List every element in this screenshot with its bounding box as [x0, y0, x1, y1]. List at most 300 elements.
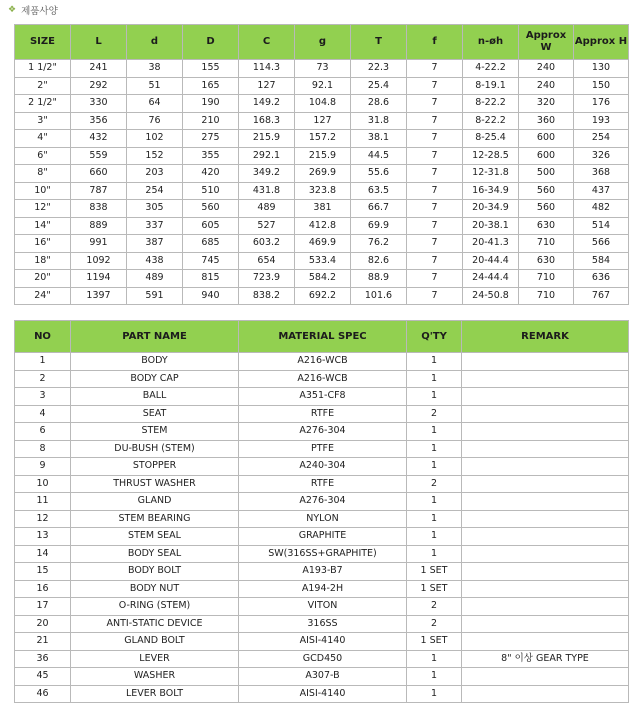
- parts-cell: WASHER: [71, 668, 239, 686]
- parts-cell: [462, 528, 629, 546]
- parts-cell: 1 SET: [407, 580, 462, 598]
- spec-cell: 130: [574, 60, 629, 78]
- spec-cell: 1397: [71, 287, 127, 305]
- spec-cell: 710: [519, 287, 574, 305]
- parts-row: [15, 353, 629, 371]
- spec-cell: 104.8: [295, 95, 351, 113]
- spec-cell: 381: [295, 200, 351, 218]
- spec-cell: 12-31.8: [463, 165, 519, 183]
- spec-cell: 533.4: [295, 252, 351, 270]
- parts-cell: 2: [407, 405, 462, 423]
- parts-cell: 1: [407, 388, 462, 406]
- spec-cell: 176: [574, 95, 629, 113]
- parts-cell: [462, 493, 629, 511]
- spec-cell: 38: [127, 60, 183, 78]
- spec-cell: 1194: [71, 270, 127, 288]
- parts-row: [15, 475, 629, 493]
- spec-header-cell: Approx W: [519, 25, 574, 60]
- parts-cell: 1: [407, 458, 462, 476]
- spec-cell: 203: [127, 165, 183, 183]
- spec-row: [15, 60, 629, 78]
- parts-row: [15, 493, 629, 511]
- spec-cell: 63.5: [351, 182, 407, 200]
- spec-cell: 605: [183, 217, 239, 235]
- parts-cell: 1: [407, 545, 462, 563]
- parts-cell: STEM BEARING: [71, 510, 239, 528]
- spec-cell: 76: [127, 112, 183, 130]
- spec-cell: 838.2: [239, 287, 295, 305]
- spec-cell: 20-38.1: [463, 217, 519, 235]
- parts-cell: A216-WCB: [239, 370, 407, 388]
- spec-cell: 38.1: [351, 130, 407, 148]
- parts-cell: GCD450: [239, 650, 407, 668]
- parts-cell: BODY BOLT: [71, 563, 239, 581]
- spec-cell: 7: [407, 60, 463, 78]
- spec-cell: 8-25.4: [463, 130, 519, 148]
- parts-cell: 16: [15, 580, 71, 598]
- spec-row: [15, 270, 629, 288]
- spec-cell: 55.6: [351, 165, 407, 183]
- parts-cell: 1: [407, 370, 462, 388]
- spec-cell: 69.9: [351, 217, 407, 235]
- spec-cell: 24-44.4: [463, 270, 519, 288]
- parts-cell: NYLON: [239, 510, 407, 528]
- parts-header-cell: REMARK: [462, 321, 629, 353]
- parts-row: [15, 580, 629, 598]
- spec-cell: 165: [183, 77, 239, 95]
- spec-cell: 8-22.2: [463, 112, 519, 130]
- spec-row: [15, 130, 629, 148]
- parts-cell: [462, 615, 629, 633]
- parts-cell: 1 SET: [407, 563, 462, 581]
- spec-cell: 510: [183, 182, 239, 200]
- parts-cell: 1: [407, 650, 462, 668]
- spec-cell: 6": [15, 147, 71, 165]
- parts-cell: 1: [407, 423, 462, 441]
- parts-cell: [462, 563, 629, 581]
- spec-cell: 7: [407, 112, 463, 130]
- spec-cell: 241: [71, 60, 127, 78]
- parts-cell: [462, 353, 629, 371]
- spec-cell: 76.2: [351, 235, 407, 253]
- spec-cell: 4": [15, 130, 71, 148]
- spec-cell: 101.6: [351, 287, 407, 305]
- spec-cell: 31.8: [351, 112, 407, 130]
- spec-cell: 8-22.2: [463, 95, 519, 113]
- spec-cell: 723.9: [239, 270, 295, 288]
- spec-cell: 20-44.4: [463, 252, 519, 270]
- spec-cell: 337: [127, 217, 183, 235]
- spec-cell: 16": [15, 235, 71, 253]
- parts-cell: 8" 이상 GEAR TYPE: [462, 650, 629, 668]
- spec-cell: 368: [574, 165, 629, 183]
- spec-cell: 254: [127, 182, 183, 200]
- parts-cell: LEVER BOLT: [71, 685, 239, 703]
- spec-header-row: [15, 25, 629, 60]
- spec-cell: 412.8: [295, 217, 351, 235]
- parts-cell: [462, 685, 629, 703]
- parts-cell: A240-304: [239, 458, 407, 476]
- spec-row: [15, 112, 629, 130]
- parts-cell: A276-304: [239, 493, 407, 511]
- parts-cell: RTFE: [239, 405, 407, 423]
- parts-row: [15, 370, 629, 388]
- parts-cell: STEM SEAL: [71, 528, 239, 546]
- parts-cell: BODY NUT: [71, 580, 239, 598]
- parts-cell: [462, 510, 629, 528]
- spec-cell: 7: [407, 235, 463, 253]
- spec-cell: 438: [127, 252, 183, 270]
- spec-cell: 127: [239, 77, 295, 95]
- parts-cell: [462, 440, 629, 458]
- parts-cell: BODY: [71, 353, 239, 371]
- parts-cell: 316SS: [239, 615, 407, 633]
- spec-cell: 355: [183, 147, 239, 165]
- spec-cell: 584: [574, 252, 629, 270]
- parts-cell: [462, 458, 629, 476]
- spec-cell: 275: [183, 130, 239, 148]
- spec-cell: 560: [183, 200, 239, 218]
- spec-cell: 24-50.8: [463, 287, 519, 305]
- parts-cell: [462, 475, 629, 493]
- parts-cell: 13: [15, 528, 71, 546]
- spec-cell: 190: [183, 95, 239, 113]
- parts-row: [15, 388, 629, 406]
- parts-cell: A194-2H: [239, 580, 407, 598]
- spec-cell: 349.2: [239, 165, 295, 183]
- spec-cell: 692.2: [295, 287, 351, 305]
- parts-cell: VITON: [239, 598, 407, 616]
- spec-cell: 155: [183, 60, 239, 78]
- parts-cell: [462, 580, 629, 598]
- spec-cell: 482: [574, 200, 629, 218]
- spec-cell: 420: [183, 165, 239, 183]
- spec-cell: 10": [15, 182, 71, 200]
- spec-cell: 940: [183, 287, 239, 305]
- parts-header-cell: MATERIAL SPEC: [239, 321, 407, 353]
- parts-row: [15, 510, 629, 528]
- spec-cell: 710: [519, 270, 574, 288]
- parts-cell: [462, 388, 629, 406]
- spec-cell: 88.9: [351, 270, 407, 288]
- parts-cell: 1: [407, 668, 462, 686]
- parts-cell: 4: [15, 405, 71, 423]
- parts-header-cell: PART NAME: [71, 321, 239, 353]
- parts-table: [14, 320, 629, 703]
- spec-cell: 437: [574, 182, 629, 200]
- spec-row: [15, 200, 629, 218]
- spec-cell: 2 1/2": [15, 95, 71, 113]
- spec-cell: 157.2: [295, 130, 351, 148]
- parts-cell: 20: [15, 615, 71, 633]
- spec-header-cell: D: [183, 25, 239, 60]
- spec-cell: 20-41.3: [463, 235, 519, 253]
- spec-cell: 28.6: [351, 95, 407, 113]
- spec-cell: 685: [183, 235, 239, 253]
- spec-cell: 292.1: [239, 147, 295, 165]
- spec-cell: 127: [295, 112, 351, 130]
- parts-cell: RTFE: [239, 475, 407, 493]
- spec-cell: 92.1: [295, 77, 351, 95]
- parts-cell: SW(316SS+GRAPHITE): [239, 545, 407, 563]
- spec-cell: 600: [519, 130, 574, 148]
- spec-cell: 240: [519, 77, 574, 95]
- spec-cell: 149.2: [239, 95, 295, 113]
- parts-cell: 10: [15, 475, 71, 493]
- parts-row: [15, 633, 629, 651]
- parts-cell: 45: [15, 668, 71, 686]
- parts-cell: [462, 405, 629, 423]
- parts-cell: 2: [15, 370, 71, 388]
- parts-cell: 2: [407, 475, 462, 493]
- parts-cell: AISI-4140: [239, 633, 407, 651]
- spec-cell: 102: [127, 130, 183, 148]
- spec-cell: 1092: [71, 252, 127, 270]
- spec-cell: 387: [127, 235, 183, 253]
- parts-row: [15, 405, 629, 423]
- spec-cell: 431.8: [239, 182, 295, 200]
- parts-header-cell: NO: [15, 321, 71, 353]
- spec-header-cell: C: [239, 25, 295, 60]
- parts-cell: 21: [15, 633, 71, 651]
- parts-cell: DU-BUSH (STEM): [71, 440, 239, 458]
- spec-cell: 51: [127, 77, 183, 95]
- spec-cell: 193: [574, 112, 629, 130]
- spec-cell: 330: [71, 95, 127, 113]
- spec-cell: 7: [407, 147, 463, 165]
- parts-cell: 17: [15, 598, 71, 616]
- spec-row: [15, 235, 629, 253]
- spec-cell: 18": [15, 252, 71, 270]
- spec-cell: 22.3: [351, 60, 407, 78]
- spec-row: [15, 182, 629, 200]
- parts-cell: 12: [15, 510, 71, 528]
- parts-cell: 3: [15, 388, 71, 406]
- parts-cell: [462, 668, 629, 686]
- parts-cell: 9: [15, 458, 71, 476]
- parts-row: [15, 668, 629, 686]
- spec-cell: 838: [71, 200, 127, 218]
- parts-cell: 1: [407, 353, 462, 371]
- parts-cell: GRAPHITE: [239, 528, 407, 546]
- spec-cell: 603.2: [239, 235, 295, 253]
- spec-cell: 7: [407, 95, 463, 113]
- bullet-icon: ❖: [8, 4, 17, 15]
- spec-cell: 767: [574, 287, 629, 305]
- parts-row: [15, 545, 629, 563]
- parts-cell: 46: [15, 685, 71, 703]
- parts-row: [15, 650, 629, 668]
- spec-cell: 269.9: [295, 165, 351, 183]
- spec-cell: 7: [407, 287, 463, 305]
- spec-cell: 7: [407, 252, 463, 270]
- spec-header-cell: SIZE: [15, 25, 71, 60]
- parts-cell: 11: [15, 493, 71, 511]
- parts-header-cell: Q'TY: [407, 321, 462, 353]
- parts-cell: A307-B: [239, 668, 407, 686]
- spec-cell: 636: [574, 270, 629, 288]
- parts-cell: 1: [407, 528, 462, 546]
- spec-cell: 25.4: [351, 77, 407, 95]
- spec-cell: 356: [71, 112, 127, 130]
- spec-header-cell: Approx H: [574, 25, 629, 60]
- spec-cell: 254: [574, 130, 629, 148]
- parts-row: [15, 528, 629, 546]
- spec-cell: 240: [519, 60, 574, 78]
- spec-cell: 7: [407, 182, 463, 200]
- spec-cell: 710: [519, 235, 574, 253]
- parts-row: [15, 598, 629, 616]
- spec-cell: 4-22.2: [463, 60, 519, 78]
- spec-cell: 787: [71, 182, 127, 200]
- parts-cell: 2: [407, 598, 462, 616]
- spec-cell: 210: [183, 112, 239, 130]
- spec-cell: 630: [519, 217, 574, 235]
- spec-cell: 489: [239, 200, 295, 218]
- spec-header-cell: f: [407, 25, 463, 60]
- parts-cell: 2: [407, 615, 462, 633]
- spec-cell: 114.3: [239, 60, 295, 78]
- spec-cell: 305: [127, 200, 183, 218]
- spec-cell: 12-28.5: [463, 147, 519, 165]
- spec-header-cell: g: [295, 25, 351, 60]
- spec-cell: 991: [71, 235, 127, 253]
- parts-cell: 1: [15, 353, 71, 371]
- spec-cell: 889: [71, 217, 127, 235]
- spec-cell: 215.9: [239, 130, 295, 148]
- spec-cell: 73: [295, 60, 351, 78]
- parts-cell: [462, 370, 629, 388]
- spec-cell: 660: [71, 165, 127, 183]
- spec-header-cell: T: [351, 25, 407, 60]
- spec-row: [15, 252, 629, 270]
- parts-cell: 1: [407, 493, 462, 511]
- spec-cell: 20-34.9: [463, 200, 519, 218]
- parts-cell: 36: [15, 650, 71, 668]
- spec-cell: 12": [15, 200, 71, 218]
- parts-cell: 8: [15, 440, 71, 458]
- spec-cell: 600: [519, 147, 574, 165]
- parts-cell: [462, 598, 629, 616]
- spec-cell: 24": [15, 287, 71, 305]
- parts-cell: BODY SEAL: [71, 545, 239, 563]
- spec-cell: 527: [239, 217, 295, 235]
- spec-cell: 1 1/2": [15, 60, 71, 78]
- parts-row: [15, 440, 629, 458]
- parts-cell: STOPPER: [71, 458, 239, 476]
- parts-cell: THRUST WASHER: [71, 475, 239, 493]
- parts-cell: A351-CF8: [239, 388, 407, 406]
- parts-row: [15, 423, 629, 441]
- spec-cell: 591: [127, 287, 183, 305]
- spec-cell: 7: [407, 270, 463, 288]
- parts-cell: 1: [407, 685, 462, 703]
- spec-cell: 7: [407, 130, 463, 148]
- parts-cell: BODY CAP: [71, 370, 239, 388]
- spec-cell: 8": [15, 165, 71, 183]
- parts-cell: A276-304: [239, 423, 407, 441]
- parts-cell: 1: [407, 440, 462, 458]
- spec-row: [15, 95, 629, 113]
- spec-header-cell: L: [71, 25, 127, 60]
- spec-cell: 630: [519, 252, 574, 270]
- parts-cell: AISI-4140: [239, 685, 407, 703]
- parts-cell: 1 SET: [407, 633, 462, 651]
- spec-cell: 559: [71, 147, 127, 165]
- parts-row: [15, 458, 629, 476]
- spec-cell: 3": [15, 112, 71, 130]
- spec-cell: 432: [71, 130, 127, 148]
- spec-cell: 745: [183, 252, 239, 270]
- spec-row: [15, 147, 629, 165]
- parts-cell: GLAND BOLT: [71, 633, 239, 651]
- spec-row: [15, 77, 629, 95]
- spec-row: [15, 287, 629, 305]
- spec-cell: 500: [519, 165, 574, 183]
- spec-cell: 326: [574, 147, 629, 165]
- parts-cell: SEAT: [71, 405, 239, 423]
- spec-cell: 66.7: [351, 200, 407, 218]
- spec-cell: 292: [71, 77, 127, 95]
- parts-cell: 15: [15, 563, 71, 581]
- spec-cell: 44.5: [351, 147, 407, 165]
- spec-cell: 320: [519, 95, 574, 113]
- spec-cell: 2": [15, 77, 71, 95]
- parts-cell: [462, 633, 629, 651]
- parts-cell: STEM: [71, 423, 239, 441]
- spec-table: [14, 24, 629, 305]
- spec-cell: 360: [519, 112, 574, 130]
- parts-cell: GLAND: [71, 493, 239, 511]
- spec-cell: 82.6: [351, 252, 407, 270]
- parts-row: [15, 615, 629, 633]
- parts-cell: BALL: [71, 388, 239, 406]
- spec-cell: 64: [127, 95, 183, 113]
- parts-cell: 6: [15, 423, 71, 441]
- parts-cell: A216-WCB: [239, 353, 407, 371]
- spec-header-cell: d: [127, 25, 183, 60]
- spec-cell: 7: [407, 217, 463, 235]
- spec-cell: 7: [407, 165, 463, 183]
- parts-cell: PTFE: [239, 440, 407, 458]
- parts-header-row: [15, 321, 629, 353]
- spec-cell: 152: [127, 147, 183, 165]
- spec-row: [15, 217, 629, 235]
- spec-cell: 815: [183, 270, 239, 288]
- spec-cell: 654: [239, 252, 295, 270]
- parts-cell: A193-B7: [239, 563, 407, 581]
- spec-cell: 469.9: [295, 235, 351, 253]
- spec-cell: 150: [574, 77, 629, 95]
- spec-cell: 168.3: [239, 112, 295, 130]
- spec-cell: 215.9: [295, 147, 351, 165]
- parts-cell: ANTI-STATIC DEVICE: [71, 615, 239, 633]
- spec-cell: 323.8: [295, 182, 351, 200]
- spec-cell: 514: [574, 217, 629, 235]
- spec-cell: 8-19.1: [463, 77, 519, 95]
- parts-row: [15, 685, 629, 703]
- parts-cell: 14: [15, 545, 71, 563]
- spec-cell: 584.2: [295, 270, 351, 288]
- parts-cell: 1: [407, 510, 462, 528]
- spec-row: [15, 165, 629, 183]
- spec-cell: 560: [519, 182, 574, 200]
- spec-header-cell: n-øh: [463, 25, 519, 60]
- spec-cell: 7: [407, 77, 463, 95]
- parts-cell: LEVER: [71, 650, 239, 668]
- spec-cell: 20": [15, 270, 71, 288]
- spec-cell: 7: [407, 200, 463, 218]
